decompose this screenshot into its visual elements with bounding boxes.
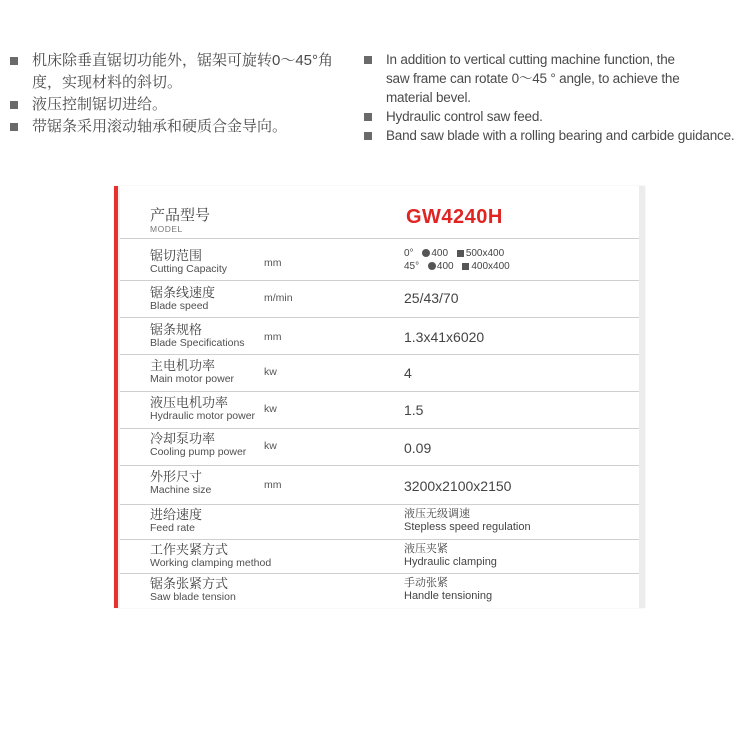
spec-label-en: Cooling pump power <box>150 446 247 458</box>
bullet-square-icon <box>364 56 372 64</box>
accent-bar <box>114 186 118 608</box>
spec-value: 1.3x41x6020 <box>404 329 485 345</box>
spec-label <box>150 249 227 275</box>
intro-cn-item <box>8 50 362 94</box>
round-stock-icon <box>422 249 430 257</box>
spec-label-cn: 液压电机功率 <box>150 395 229 410</box>
spec-label <box>150 286 215 312</box>
spec-value <box>404 543 497 569</box>
bullet-square-icon <box>10 57 18 65</box>
spec-unit: mm <box>264 257 282 269</box>
intro-en-item <box>362 126 747 145</box>
spec-value-cn: 手动张紧 <box>404 577 448 589</box>
spec-label-cn: 进给速度 <box>150 507 203 522</box>
spec-value-en: Handle tensioning <box>404 590 493 602</box>
spec-row-text <box>120 504 639 540</box>
spec-label-cn: 锯切范围 <box>150 248 203 263</box>
spec-unit: kw <box>264 440 277 452</box>
intro-en-text: In addition to vertical cutting machine function, the saw frame can rotate 0～45 ° angle, to achieve the material bevel. <box>386 52 680 105</box>
spec-label-en: Feed rate <box>150 522 195 534</box>
bullet-square-icon <box>364 113 372 121</box>
spec-row <box>120 317 639 355</box>
capacity-values <box>404 247 510 273</box>
spec-label-en: Main motor power <box>150 373 235 385</box>
spec-label-cn: 锯条线速度 <box>150 285 216 300</box>
spec-label-cn: 主电机功率 <box>150 358 216 373</box>
bullet-square-icon <box>364 132 372 140</box>
spec-value: 25/43/70 <box>404 290 459 306</box>
model-value: GW4240H <box>406 206 503 228</box>
spec-label <box>150 432 246 458</box>
capacity-line-0 <box>404 247 510 260</box>
spec-card <box>114 186 645 608</box>
spec-unit: mm <box>264 479 282 491</box>
spec-label <box>150 359 234 385</box>
rect-capacity: 500x400 <box>465 248 505 259</box>
spec-label <box>150 508 202 534</box>
bullet-square-icon <box>10 123 18 131</box>
spec-value: 4 <box>404 365 412 381</box>
rect-capacity: 400x400 <box>471 261 510 272</box>
spec-unit: kw <box>264 366 277 378</box>
intro-en-text: Hydraulic control saw feed. <box>386 109 543 124</box>
intro-cn-text: 机床除垂直锯切功能外，锯架可旋转0～45°角度，实现材料的斜切。 <box>32 52 334 91</box>
spec-label <box>150 543 271 569</box>
bullet-square-icon <box>10 101 18 109</box>
spec-value: 1.5 <box>404 402 424 418</box>
spec-label <box>150 470 211 496</box>
spec-row-text <box>120 573 639 607</box>
spec-label-en: MODEL <box>150 224 183 234</box>
spec-row <box>120 354 639 392</box>
spec-label <box>150 396 255 422</box>
intro-cn-text: 带锯条采用滚动轴承和硬质合金导向。 <box>32 118 288 135</box>
spec-label-cn: 锯条张紧方式 <box>150 576 229 591</box>
spec-row <box>120 428 639 466</box>
spec-unit: m/min <box>264 292 293 304</box>
spec-label <box>150 208 210 234</box>
spec-value-en: Hydraulic clamping <box>404 556 497 568</box>
spec-label-cn: 产品型号 <box>150 207 211 224</box>
round-capacity: 400 <box>436 261 454 272</box>
spec-label-en: Saw blade tension <box>150 591 236 603</box>
spec-row-text <box>120 539 639 574</box>
intro-en-text: Band saw blade with a rolling bearing and carbide guidance. <box>386 128 735 143</box>
card-edge <box>639 186 645 608</box>
spec-label-cn: 锯条规格 <box>150 322 203 337</box>
spec-unit: mm <box>264 331 282 343</box>
spec-value-cn: 液压夹紧 <box>404 543 448 555</box>
spec-label <box>150 323 245 349</box>
intro-cn-text: 液压控制锯切进给。 <box>32 96 168 113</box>
spec-label-en: Cutting Capacity <box>150 263 228 275</box>
spec-label-cn: 外形尺寸 <box>150 469 203 484</box>
spec-value <box>404 577 492 603</box>
spec-row-capacity <box>120 238 639 281</box>
spec-label-cn: 工作夹紧方式 <box>150 542 229 557</box>
spec-value <box>404 508 531 534</box>
capacity-line-45 <box>404 260 510 273</box>
angle-label: 45° <box>404 261 420 272</box>
spec-label-en: Machine size <box>150 484 212 496</box>
intro-en-list <box>362 50 747 145</box>
intro-cn-item <box>8 94 353 116</box>
intro-cn-list <box>8 50 353 138</box>
spec-label-en: Blade speed <box>150 300 209 312</box>
spec-value-en: Stepless speed regulation <box>404 521 531 533</box>
spec-label-en: Working clamping method <box>150 557 272 569</box>
spec-table <box>120 186 645 608</box>
intro-en-item <box>362 50 686 107</box>
angle-label: 0° <box>404 248 414 259</box>
round-capacity: 400 <box>431 248 449 259</box>
spec-label-cn: 冷却泵功率 <box>150 431 216 446</box>
spec-row-model <box>120 186 639 239</box>
intro-cn-item <box>8 116 353 138</box>
spec-value: 0.09 <box>404 440 432 456</box>
spec-label-en: Hydraulic motor power <box>150 410 256 422</box>
spec-label-en: Blade Specifications <box>150 337 245 349</box>
spec-row <box>120 280 639 318</box>
spec-label <box>150 577 236 603</box>
round-stock-icon <box>428 262 436 270</box>
square-stock-icon <box>462 263 469 270</box>
square-stock-icon <box>457 250 464 257</box>
spec-value-cn: 液压无级调速 <box>404 508 470 520</box>
spec-row <box>120 391 639 429</box>
spec-row <box>120 465 639 505</box>
intro-en-item <box>362 107 747 126</box>
spec-unit: kw <box>264 403 277 415</box>
spec-value: 3200x2100x2150 <box>404 478 512 494</box>
